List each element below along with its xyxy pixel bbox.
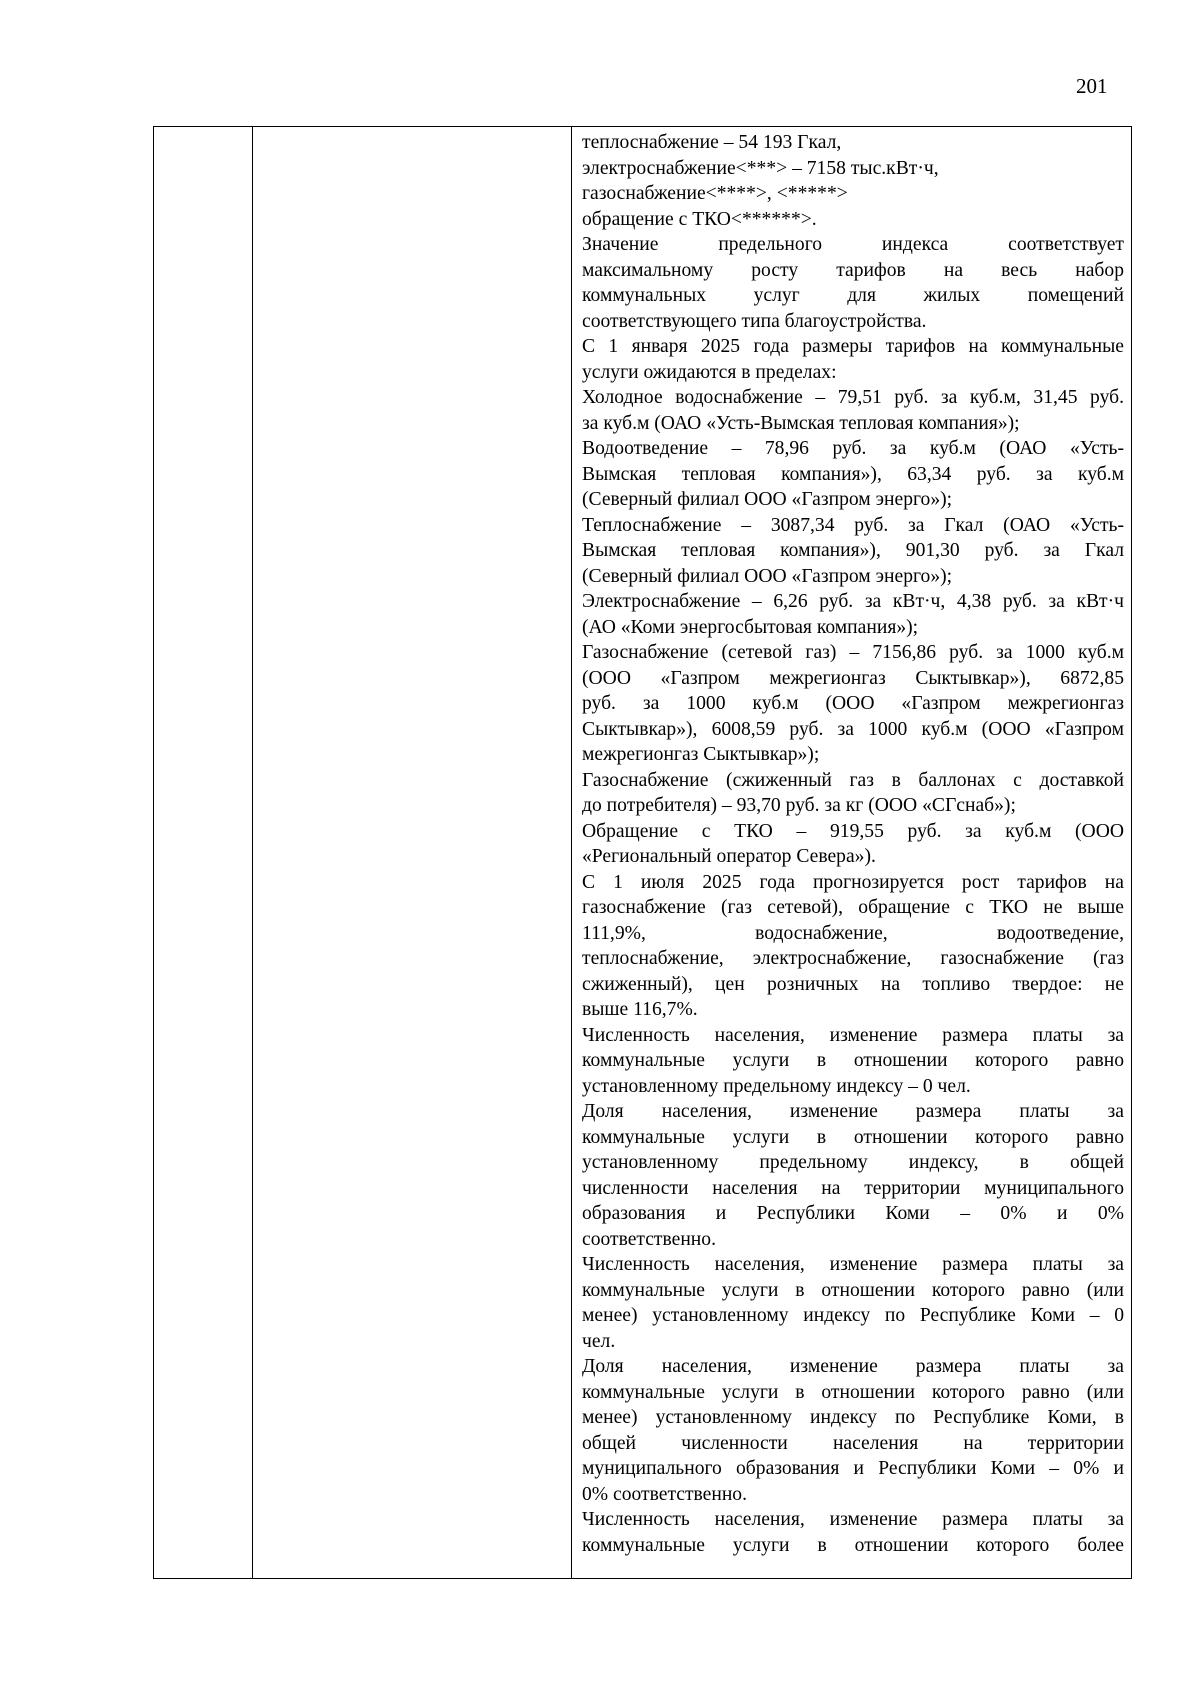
- text-line: Сыктывкар»), 6008,59 руб. за 1000 куб.м (ООО «Газпром: [582, 718, 1124, 740]
- table-cell-text: [582, 130, 1124, 1558]
- text-line: соответственно.: [582, 1228, 716, 1250]
- text-line: муниципального образования и Республики Коми – 0% и: [582, 1458, 1124, 1479]
- text-line: Численность населения, изменение размера платы за: [582, 1024, 1124, 1046]
- text-line: коммунальные услуги в отношении которого равно: [582, 1126, 1124, 1148]
- column-divider-1: [252, 127, 253, 1578]
- text-line: (АО «Коми энергосбытовая компания»);: [582, 616, 919, 638]
- text-line: Обращение с ТКО – 919,55 руб. за куб.м (ООО: [582, 820, 1124, 842]
- text-line: установленному предельному индексу – 0 чел.: [582, 1075, 971, 1097]
- text-line: руб. за 1000 куб.м (ООО «Газпром межрегионгаз: [582, 693, 1124, 714]
- text-line: Доля населения, изменение размера платы за: [582, 1101, 1124, 1122]
- text-line: Электроснабжение – 6,26 руб. за кВт·ч, 4,38 руб. за кВт·ч: [582, 591, 1124, 612]
- text-line: теплоснабжение, электроснабжение, газоснабжение (газ: [582, 948, 1124, 969]
- text-line: менее) установленному индексу по Республике Коми, в: [582, 1407, 1124, 1428]
- text-line: коммунальные услуги в отношении которого равно: [582, 1050, 1124, 1071]
- text-line: сжиженный), цен розничных на топливо твердое: не: [582, 973, 1124, 995]
- text-line: газоснабжение<****>, <*****>: [582, 183, 848, 204]
- text-line: Водоотведение – 78,96 руб. за куб.м (ОАО «Усть-: [582, 438, 1124, 459]
- text-line: коммунальные услуги в отношении которого более: [582, 1534, 1124, 1556]
- text-line: 111,9%, водоснабжение, водоотведение,: [582, 922, 1124, 944]
- text-line: Вымская тепловая компания»), 63,34 руб. за куб.м: [582, 463, 1124, 485]
- text-line: (Северный филиал ООО «Газпром энерго»);: [582, 489, 953, 510]
- text-line: выше 116,7%.: [582, 999, 698, 1020]
- text-line: коммунальные услуги в отношении которого равно (или: [582, 1381, 1124, 1403]
- text-line: коммунальные услуги в отношении которого равно (или: [582, 1279, 1124, 1301]
- text-line: (ООО «Газпром межрегионгаз Сыктывкар»), 6872,85: [582, 667, 1124, 689]
- text-line: услуги ожидаются в пределах:: [582, 361, 837, 383]
- page-number: 201: [1076, 74, 1108, 98]
- text-line: газоснабжение (газ сетевой), обращение с ТКО не выше: [582, 897, 1124, 918]
- text-line: Газоснабжение (сетевой газ) – 7156,86 руб. за 1000 куб.м: [582, 642, 1124, 663]
- text-line: Численность населения, изменение размера платы за: [582, 1254, 1124, 1275]
- column-divider-2: [571, 127, 572, 1578]
- text-line: С 1 января 2025 года размеры тарифов на коммунальные: [582, 336, 1124, 357]
- text-line: коммунальных услуг для жилых помещений: [582, 285, 1124, 306]
- document-table: [153, 126, 1132, 1579]
- text-line: соответствующего типа благоустройства.: [582, 310, 927, 332]
- text-line: установленному предельному индексу, в общей: [582, 1152, 1124, 1173]
- text-line: С 1 июля 2025 года прогнозируется рост тарифов на: [582, 871, 1124, 893]
- text-line: общей численности населения на территории: [582, 1432, 1124, 1454]
- text-line: максимальному росту тарифов на весь набор: [582, 259, 1124, 281]
- text-line: Вымская тепловая компания»), 901,30 руб. за Гкал: [582, 540, 1124, 561]
- text-line: менее) установленному индексу по Республике Коми – 0: [582, 1305, 1124, 1326]
- text-line: численности населения на территории муниципального: [582, 1177, 1124, 1199]
- text-line: Численность населения, изменение размера платы за: [582, 1509, 1124, 1530]
- text-line: 0% соответственно.: [582, 1483, 748, 1505]
- text-line: (Северный филиал ООО «Газпром энерго»);: [582, 565, 953, 587]
- text-line: Теплоснабжение – 3087,34 руб. за Гкал (ОАО «Усть-: [582, 514, 1124, 536]
- text-line: межрегионгаз Сыктывкар»);: [582, 744, 820, 765]
- text-line: до потребителя) – 93,70 руб. за кг (ООО «СГснаб»);: [582, 795, 1016, 816]
- text-line: за куб.м (ОАО «Усть-Вымская тепловая компания»);: [582, 412, 1020, 434]
- text-line: Доля населения, изменение размера платы за: [582, 1356, 1124, 1377]
- text-line: чел.: [582, 1330, 616, 1352]
- text-line: «Региональный оператор Севера»).: [582, 846, 876, 867]
- text-line: Газоснабжение (сжиженный газ в баллонах с доставкой: [582, 769, 1124, 791]
- text-line: образования и Республики Коми – 0% и 0%: [582, 1203, 1124, 1224]
- text-line: обращение с ТКО<******>.: [582, 208, 817, 230]
- text-line: Значение предельного индекса соответствует: [582, 234, 1124, 255]
- text-line: электроснабжение<***> – 7158 тыс.кВт·ч,: [582, 157, 939, 179]
- text-line: теплоснабжение – 54 193 Гкал,: [582, 132, 842, 153]
- text-line: Холодное водоснабжение – 79,51 руб. за куб.м, 31,45 руб.: [582, 387, 1124, 408]
